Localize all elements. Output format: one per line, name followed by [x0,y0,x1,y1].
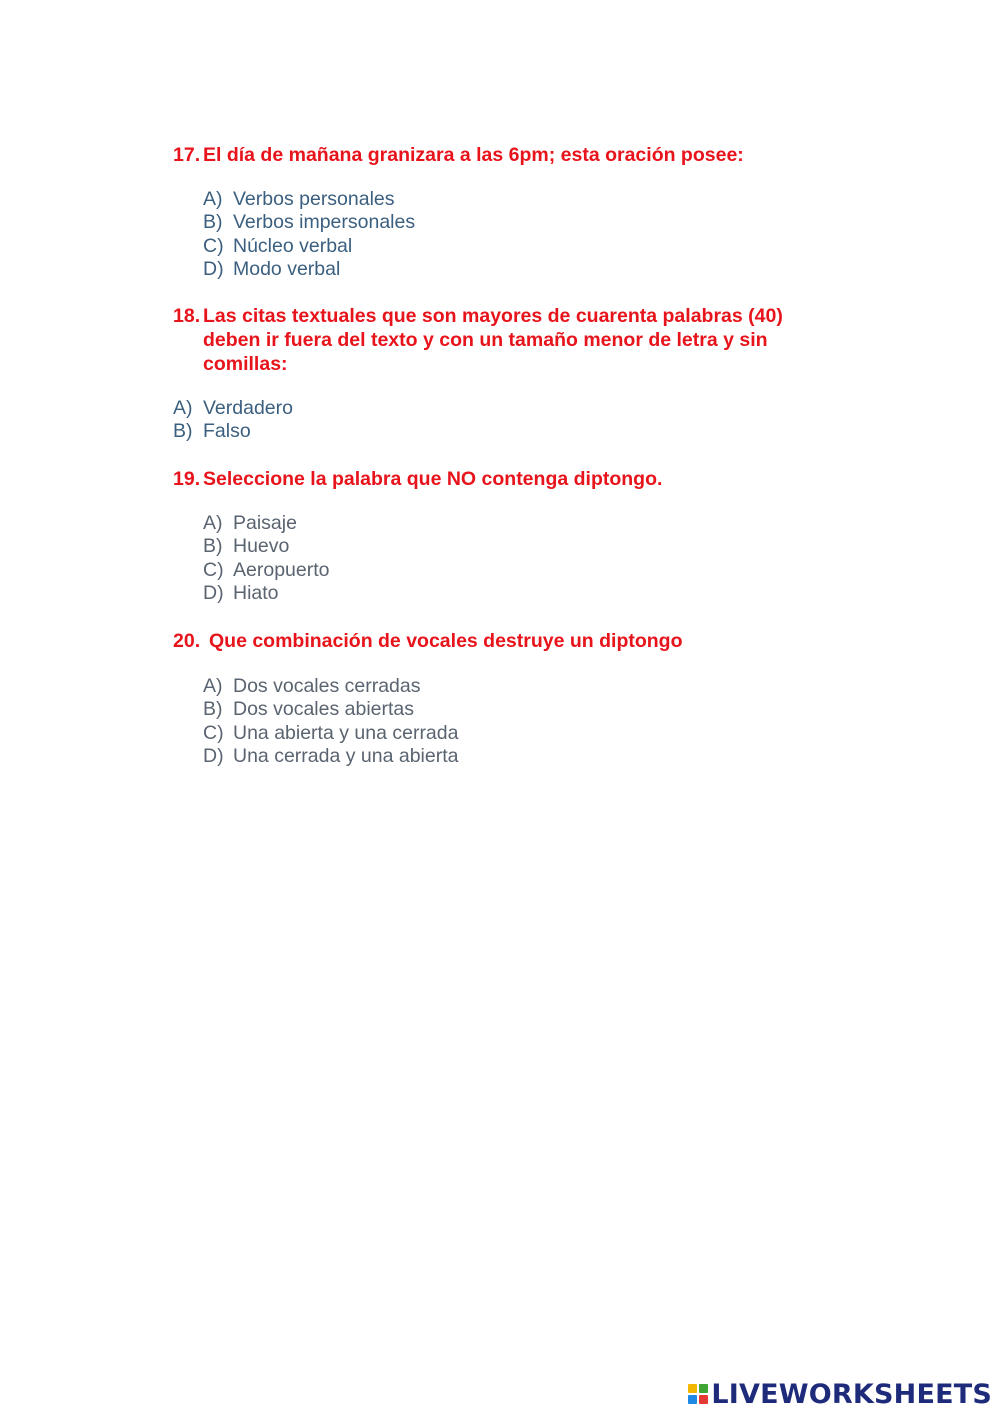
options-20 [203,675,458,768]
option-19-d[interactable] [203,582,329,605]
option-text: Dos vocales cerradas [233,675,421,697]
option-17-d[interactable] [203,258,415,281]
option-18-a[interactable] [173,397,293,420]
option-letter: D) [203,581,224,604]
option-letter: B) [203,211,223,234]
option-20-a[interactable] [203,675,458,698]
option-19-b[interactable] [203,535,329,558]
option-text: Una cerrada y una abierta [233,744,459,767]
option-letter: B) [173,420,193,443]
option-17-c[interactable] [203,235,415,258]
option-letter: C) [203,558,224,581]
option-text: Dos vocales abiertas [233,698,415,721]
question-number: 18. [173,305,201,327]
option-letter: A) [203,188,223,210]
question-number: 19. [173,468,201,490]
option-letter: C) [203,234,224,257]
question-text: Que combinación de vocales destruye un diptongo [209,630,683,652]
option-letter: A) [173,397,193,419]
option-letter: D) [203,744,224,767]
option-letter: B) [203,535,223,558]
question-19 [173,467,833,491]
question-17 [173,143,833,167]
option-text: Aeropuerto [233,558,330,581]
option-20-d[interactable] [203,745,458,768]
option-text: Modo verbal [233,257,341,280]
option-text: Verbos personales [233,188,395,210]
option-letter: D) [203,257,224,280]
option-text: Huevo [233,535,290,558]
option-text: Hiato [233,581,279,604]
liveworksheets-logo[interactable] [688,1378,992,1410]
option-letter: A) [203,675,223,697]
logo-text: LIVEWORKSHEETS [711,1378,992,1410]
options-19 [203,512,329,605]
option-text: Una abierta y una cerrada [233,721,459,744]
option-19-c[interactable] [203,559,329,582]
option-text: Núcleo verbal [233,234,353,257]
question-text: Seleccione la palabra que NO contenga diptongo. [203,468,663,490]
option-17-a[interactable] [203,188,415,211]
liveworksheets-logo-icon [688,1384,708,1404]
options-18 [173,397,293,444]
question-text: Las citas textuales que son mayores de cuarenta palabras (40) deben ir fuera del texto y con un tamaño menor de letra y sin comillas: [203,305,783,375]
option-19-a[interactable] [203,512,329,535]
option-letter: B) [203,698,223,721]
question-18 [173,304,833,376]
question-text: El día de mañana granizara a las 6pm; esta oración posee: [203,144,744,166]
option-18-b[interactable] [173,420,293,443]
option-20-c[interactable] [203,722,458,745]
question-20 [173,629,833,653]
question-number: 20. [173,630,201,652]
option-text: Paisaje [233,512,297,534]
option-text: Verbos impersonales [233,211,416,234]
option-letter: A) [203,512,223,534]
option-text: Falso [203,420,251,443]
option-letter: C) [203,721,224,744]
option-17-b[interactable] [203,211,415,234]
option-text: Verdadero [203,397,293,419]
question-number: 17. [173,144,201,166]
options-17 [203,188,415,281]
option-20-b[interactable] [203,698,458,721]
